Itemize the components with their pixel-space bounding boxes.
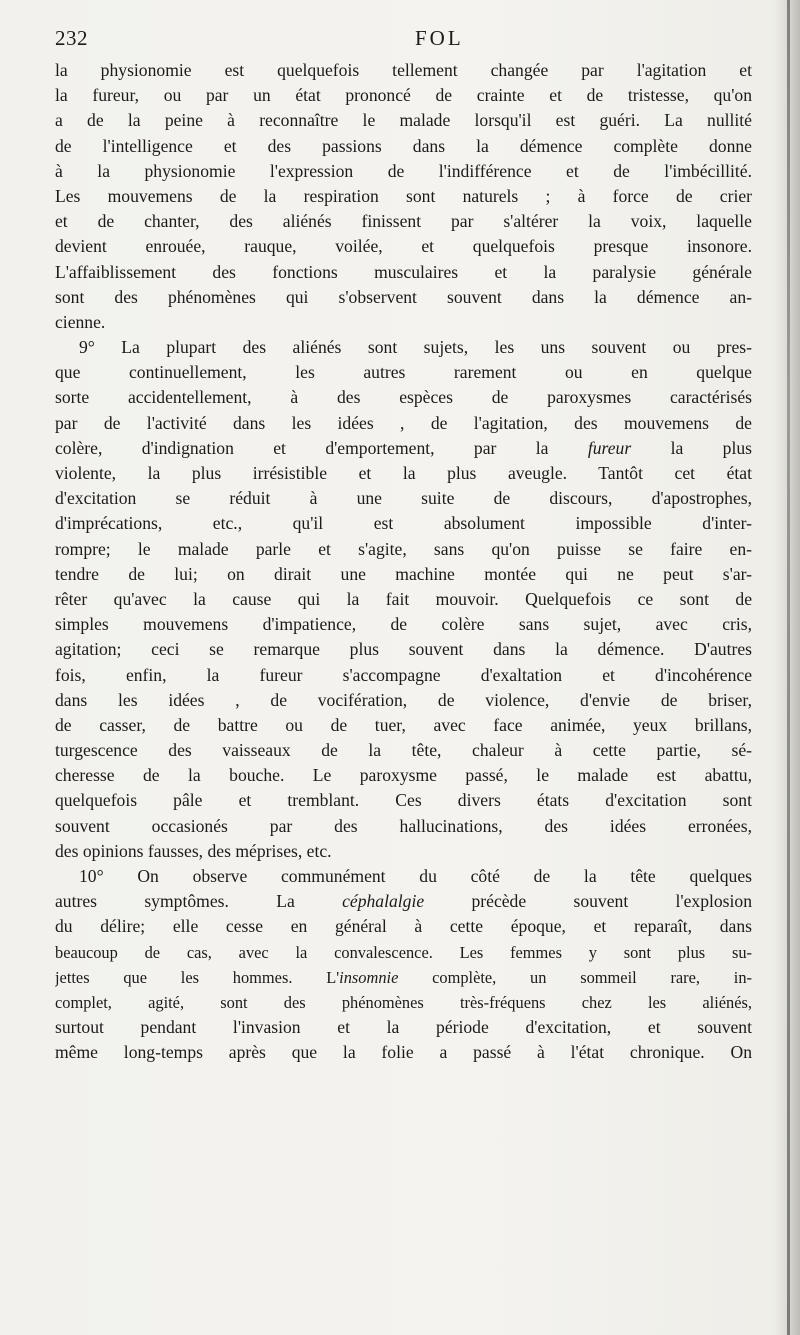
italic-term: fureur [587, 437, 632, 458]
text-segment: la plus [631, 437, 752, 458]
text-line [55, 965, 752, 990]
text-line: violente, la plus irrésistible et la plus aveugle. Tantôt cet état [55, 463, 752, 483]
text-segment: jettes que les hommes. L' [55, 967, 340, 987]
text-line: turgescence des vaisseaux de la tête, chaleur à cette partie, sé- [55, 740, 752, 761]
text-line: simples mouvemens d'impatience, de colère sans sujet, avec cris, [55, 614, 752, 635]
text-line: devient enrouée, rauque, voilée, et quelquefois presque insonore. [55, 236, 752, 257]
italic-term: insomnie [339, 967, 399, 987]
text-line: du délire; elle cesse en général à cette époque, et reparaît, dans [55, 916, 752, 937]
text-line: agitation; ceci se remarque plus souvent dans la démence. D'autres [55, 639, 752, 660]
text-line: Les mouvemens de la respiration sont naturels ; à force de crier [55, 185, 752, 206]
running-head: FOL [415, 26, 464, 50]
text-line: surtout pendant l'invasion et la période d'excitation, et souvent [55, 1017, 752, 1038]
text-line: dans les idées , de vocifération, de violence, d'envie de briser, [55, 689, 752, 710]
text-line: fois, enfin, la fureur s'accompagne d'exaltation et d'incohérence [55, 664, 752, 685]
text-line: 10° On observe communément du côté de la tête quelques [79, 866, 752, 886]
text-line: beaucoup de cas, avec la convalescence. Les femmes y sont plus su- [55, 942, 752, 962]
italic-term: céphalalgie [342, 891, 425, 912]
text-line: 9° La plupart des aliénés sont sujets, les uns souvent ou pres- [79, 337, 752, 358]
text-segment: colère, d'indignation et d'emportement, par la [55, 437, 588, 458]
text-line: sorte accidentellement, à des espèces de paroxysmes caractérisés [55, 387, 752, 408]
text-line [55, 436, 752, 461]
body-text [55, 58, 752, 1066]
text-line: cienne. [55, 311, 106, 332]
text-line [55, 889, 752, 914]
text-line: des opinions fausses, des méprises, etc. [55, 840, 332, 861]
text-line: la fureur, ou par un état prononcé de crainte et de tristesse, qu'on [55, 85, 752, 106]
text-segment: complète, un sommeil rare, in- [398, 967, 752, 987]
text-line: rêter qu'avec la cause qui la fait mouvoir. Quelquefois ce sont de [55, 588, 752, 609]
text-line: de casser, de battre ou de tuer, avec face animée, yeux brillans, [55, 714, 752, 735]
text-line: la physionomie est quelquefois tellement changée par l'agitation et [55, 60, 752, 80]
page-edge-line [787, 0, 790, 1335]
text-line: souvent occasionés par des hallucinations, des idées erronées, [55, 815, 752, 836]
text-line: d'excitation se réduit à une suite de discours, d'apostrophes, [55, 488, 752, 509]
page-number: 232 [55, 26, 88, 50]
text-line: et de chanter, des aliénés finissent par s'altérer la voix, laquelle [55, 211, 752, 232]
text-line: L'affaiblissement des fonctions musculaires et la paralysie générale [55, 261, 752, 282]
text-line: tendre de lui; on dirait une machine montée qui ne peut s'ar- [55, 563, 752, 584]
text-line: quelquefois pâle et tremblant. Ces divers états d'excitation sont [55, 790, 752, 811]
text-line: même long-temps après que la folie a passé à l'état chronique. On [55, 1042, 752, 1063]
text-line: cheresse de la bouche. Le paroxysme passé, le malade est abattu, [55, 765, 752, 786]
text-line: complet, agité, sont des phénomènes très-fréquens chez les aliénés, [55, 992, 752, 1012]
text-line: que continuellement, les autres rarement ou en quelque [55, 362, 752, 383]
text-line: par de l'activité dans les idées , de l'agitation, des mouvemens de [55, 412, 752, 433]
text-line: a de la peine à reconnaître le malade lorsqu'il est guéri. La nullité [55, 110, 752, 131]
page-header [55, 26, 745, 56]
text-segment: autres symptômes. La [55, 891, 343, 912]
text-line: d'imprécations, etc., qu'il est absolument impossible d'inter- [55, 513, 752, 534]
text-line: rompre; le malade parle et s'agite, sans qu'on puisse se faire en- [55, 538, 752, 559]
text-segment: précède souvent l'explosion [424, 891, 752, 912]
text-line: de l'intelligence et des passions dans la démence complète donne [55, 135, 752, 156]
text-line: à la physionomie l'expression de l'indifférence et de l'imbécillité. [55, 160, 752, 181]
text-line: sont des phénomènes qui s'observent souvent dans la démence an- [55, 286, 752, 307]
